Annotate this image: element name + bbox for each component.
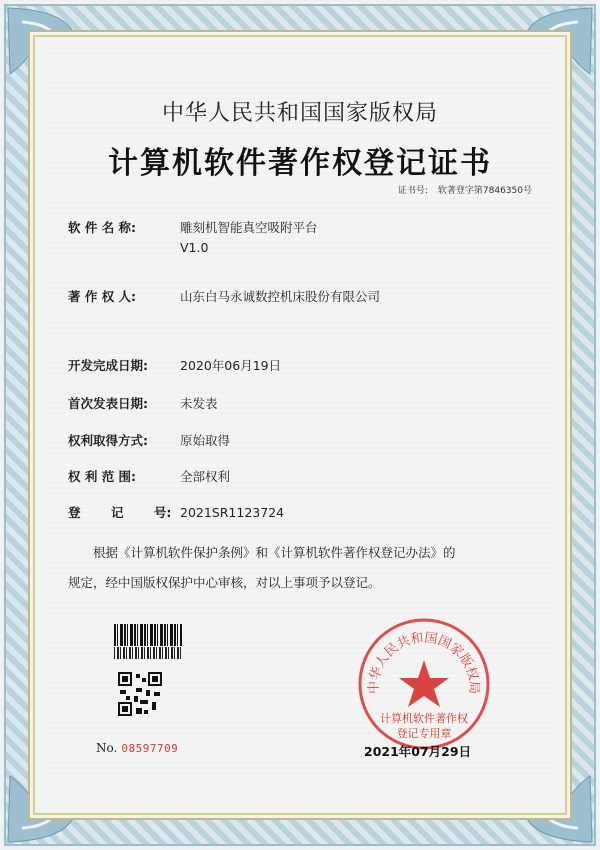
field-publish-date (68, 394, 218, 412)
completion-date-value: 2020年06月19日 (180, 358, 282, 373)
serial-number (96, 741, 178, 755)
registration-statement (68, 538, 538, 598)
barcode-strip-icon (114, 647, 182, 659)
barcode-icon (114, 624, 182, 646)
certificate-number-label: 证书号: (397, 186, 428, 196)
software-version-value: V1.0 (180, 240, 209, 255)
rights-scope-label: 权 利 范 围: (68, 469, 137, 484)
issue-date: 2021年07月29日 (364, 744, 472, 759)
software-name-label: 软 件 名 称: (68, 220, 137, 235)
rights-scope-value: 全部权利 (180, 469, 231, 484)
field-software-name (68, 218, 318, 255)
completion-date-label: 开发完成日期: (68, 358, 148, 373)
publish-date-value: 未发表 (180, 396, 218, 411)
issuer-title: 中华人民共和国国家版权局 (161, 101, 438, 126)
field-acquire-method (68, 431, 230, 449)
certificate-number-value: 软著登字第7846350号 (437, 186, 532, 196)
seal-line-2: 登记专用章 (396, 727, 452, 740)
certificate-title: 计算机软件著作权登记证书 (108, 146, 492, 181)
statement-line-1: 根据《计算机软件保护条例》和《计算机软件著作权登记办法》的 (93, 545, 456, 560)
certificate-number (398, 183, 532, 196)
serial-number-value: 08597709 (121, 742, 179, 755)
field-completion-date (68, 356, 281, 374)
acquire-method-value: 原始取得 (180, 433, 231, 448)
software-name-value: 雕刻机智能真空吸附平台 (180, 220, 318, 235)
owner-label: 著 作 权 人: (68, 289, 137, 304)
seal-star-icon (399, 660, 449, 707)
official-seal-icon (356, 616, 492, 752)
registration-number-value: 2021SR1123724 (180, 505, 285, 520)
field-rights-scope (68, 467, 230, 485)
owner-value: 山东白马永诚数控机床股份有限公司 (180, 289, 381, 304)
registration-number-label: 登 记 号: (68, 505, 172, 520)
acquire-method-label: 权利取得方式: (68, 433, 148, 448)
publish-date-label: 首次发表日期: (68, 396, 148, 411)
seal-line-1: 计算机软件著作权 (380, 712, 468, 725)
field-owner (68, 287, 380, 305)
statement-line-2: 规定，经中国版权保护中心审核，对以上事项予以登记。 (68, 575, 381, 590)
serial-number-label: No. (96, 741, 118, 755)
qr-code-icon (118, 672, 162, 716)
field-registration-number (68, 503, 284, 521)
seal-ring-text: 中华人民共和国国家版权局 (366, 630, 482, 695)
